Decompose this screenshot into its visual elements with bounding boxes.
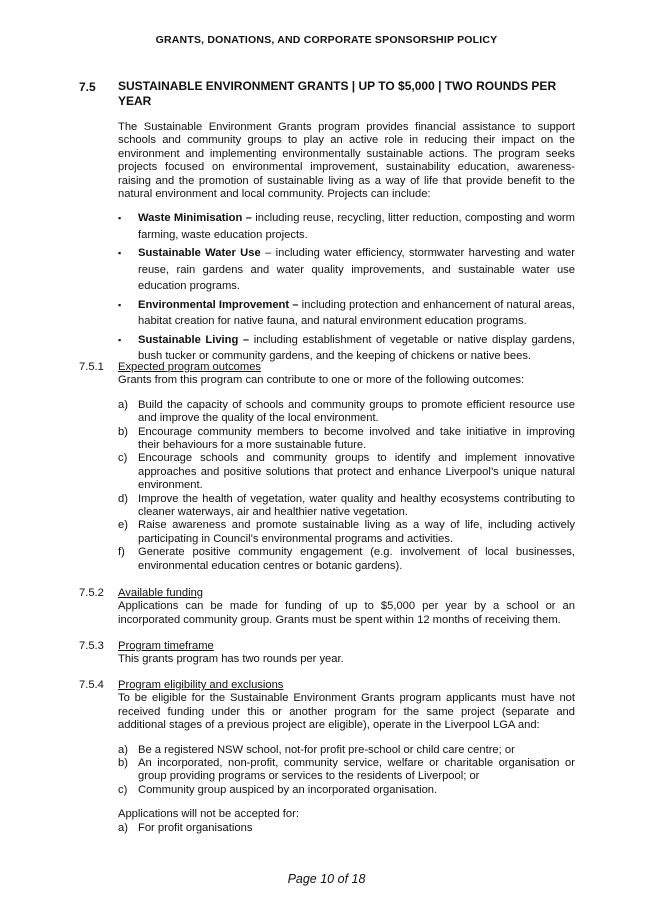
eligibility-heading: Program eligibility and exclusions [118,679,284,691]
section-title: SUSTAINABLE ENVIRONMENT GRANTS | UP TO $5,000 | TWO ROUNDS PER YEAR [118,79,557,108]
timeframe-heading: Program timeframe [118,640,214,652]
item-text: Encourage community members to become involved and take initiative in improving their behaviours for a more sustainable future. [138,425,575,452]
item-text: Community group auspiced by an incorporated organisation. [138,783,438,796]
item-label: a) [118,743,128,756]
list-item [118,757,575,784]
eligibility-number: 7.5.4 [79,679,104,691]
section-intro: The Sustainable Environment Grants program provides financial assistance to support schools and community groups to play an active role in reducing their impact on the environment and implementing environmentally sustainable actions. The program seeks projects focused on environmental improvement, sustainability education, awareness-raising and the promotion of sustainable living as a way of life that provide benefit to the natural environment and local community. Projects can include: [118,121,575,201]
list-item [118,426,575,453]
list-item [118,493,575,520]
list-item [118,245,575,295]
bullet-icon: ▪ [118,334,122,345]
funding-section [118,587,575,627]
item-text: Be a registered NSW school, not-for profit pre-school or child care centre; or [138,743,515,756]
list-item [118,210,575,243]
item-text: For profit organisations [138,821,253,834]
timeframe-number: 7.5.3 [79,640,104,652]
bullet-icon: ▪ [118,248,122,258]
list-item [118,452,575,492]
list-item [118,297,575,330]
bullet-text: – including water efficiency, stormwater harvesting and water reuse, rain gardens and water quality improvements, and sustainable water use education programs. [138,247,575,292]
item-label: a) [118,398,128,411]
item-label: e) [118,519,128,532]
item-label: f) [118,546,125,559]
bullet-icon: ▪ [118,299,122,310]
funding-heading: Available funding [118,587,204,599]
item-label: d) [118,492,128,505]
not-accepted-intro: Applications will not be accepted for: [118,808,299,821]
list-item [118,519,575,546]
bullet-bold: Sustainable Water Use [138,247,261,259]
bullet-text: including protection and enhancement of natural areas, habitat creation for native fauna, and natural environment education programs. [138,298,575,327]
project-types-list [118,210,575,367]
item-text: An incorporated, non-profit, community service, welfare or charitable organisation or group providing programs or services to the residents of Liverpool; or [138,757,575,783]
outcomes-number: 7.5.1 [79,361,104,373]
list-item [118,744,575,757]
eligibility-section [118,679,575,835]
item-label: a) [118,821,128,834]
page-of: of [334,872,352,886]
timeframe-text: This grants program has two rounds per year. [118,653,344,666]
item-text: Generate positive community engagement (e.g. involvement of local businesses, environmental education centres or botanic gardens). [138,546,575,572]
eligibility-intro: To be eligible for the Sustainable Environment Grants program applicants must have not received funding under this or another program for the same project (separate and additional stages of a previous project are eligible), operate in the Liverpool LGA and: [118,692,575,732]
section-number: 7.5 [79,80,96,94]
outcomes-section [118,361,575,573]
item-text: Improve the health of vegetation, water quality and healthy ecosystems contributing to cleaner waterways, air and healthier native vegetation. [138,492,575,519]
document-header: GRANTS, DONATIONS, AND CORPORATE SPONSORSHIP POLICY [155,34,498,46]
page-number [0,872,653,886]
list-item [118,784,575,797]
eligibility-list [118,744,575,798]
outcomes-heading: Expected program outcomes [118,361,262,373]
bullet-icon: ▪ [118,213,122,223]
bullet-bold: Waste Minimisation – [138,212,252,224]
item-label: c) [118,783,128,796]
timeframe-section [118,640,575,667]
page-current: 10 [320,872,335,886]
bullet-bold: Sustainable Living – [138,333,250,346]
bullet-text: including reuse, recycling, litter reduction, composting and worm farming, waste education projects. [138,212,575,241]
bullet-text: including establishment of vegetable or native display gardens, bush tucker or community gardens, and the keeping of chickens or native bees. [138,333,575,362]
not-accepted-list [118,822,575,835]
item-label: b) [118,757,128,770]
list-item [118,546,575,573]
item-label: c) [118,452,128,465]
funding-text: Applications can be made for funding of up to $5,000 per year by a school or an incorporated community group. Grants must be spent within 12 months of receiving them. [118,600,575,626]
funding-number: 7.5.2 [79,587,104,599]
list-item [118,399,575,426]
list-item [118,822,575,835]
outcomes-list [118,399,575,573]
list-item [118,332,575,365]
bullet-bold: Environmental Improvement – [138,298,299,311]
outcomes-intro: Grants from this program can contribute to one or more of the following outcomes: [118,374,525,387]
page-total: 18 [351,872,366,886]
item-text: Build the capacity of schools and community groups to promote efficient resource use and improve the quality of the local environment. [138,398,575,425]
page-prefix: Page [287,872,321,886]
item-label: b) [118,425,128,438]
item-text: Encourage schools and community groups to identify and implement innovative approaches and positive solutions that protect and enhance Liverpool’s unique natural environment. [138,452,575,492]
item-text: Raise awareness and promote sustainable living as a way of life, including actively participating in Council’s environmental programs and activities. [138,519,575,545]
